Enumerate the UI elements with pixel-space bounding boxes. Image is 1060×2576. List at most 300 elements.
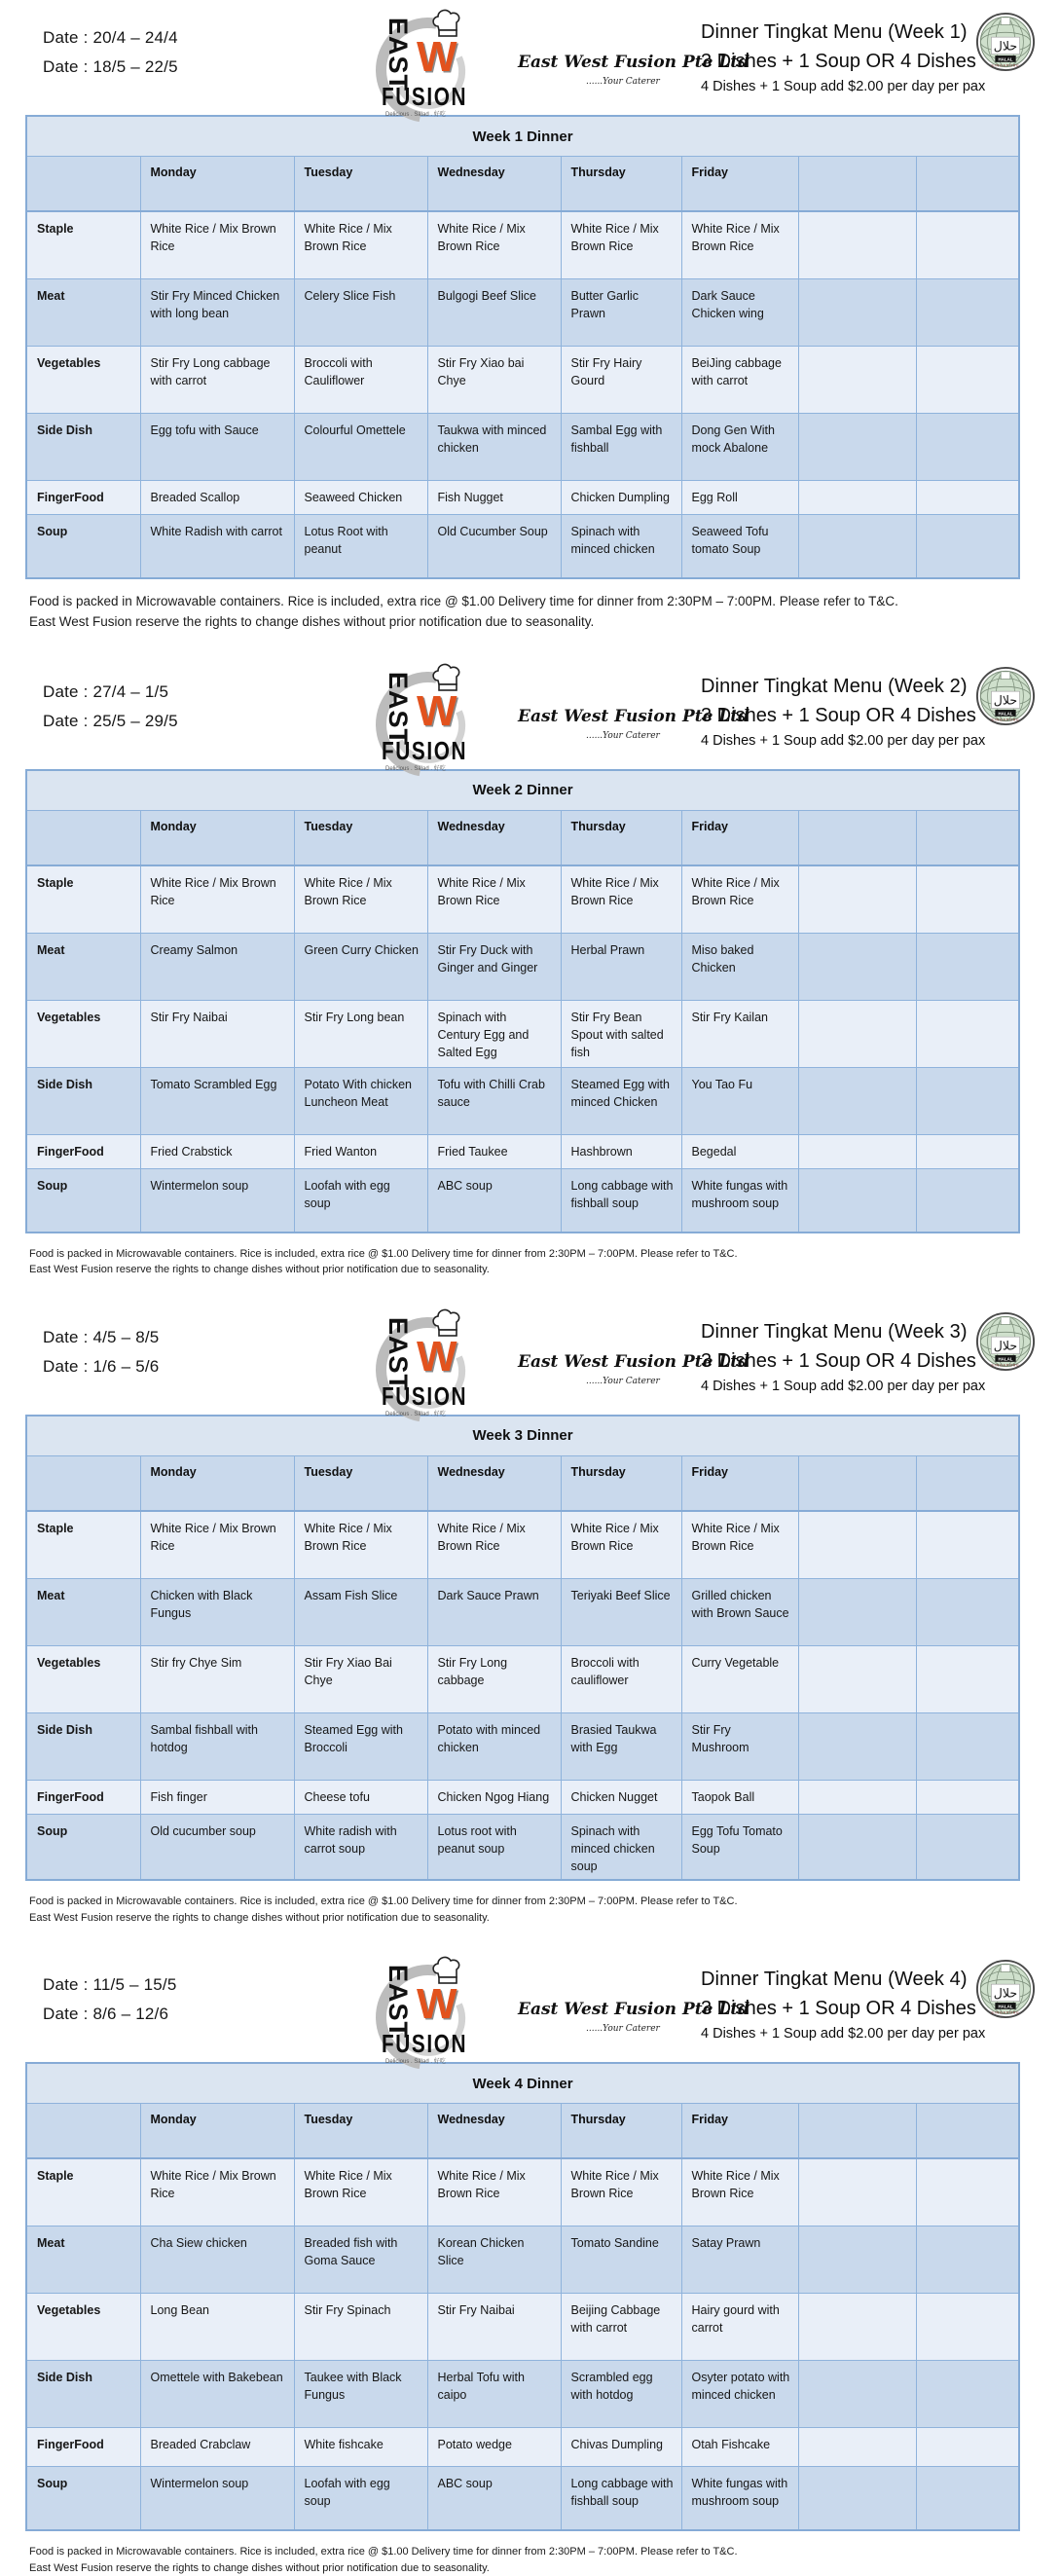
row-label-vegetables: Vegetables bbox=[26, 347, 140, 414]
menu-cell: Assam Fish Slice bbox=[294, 1578, 427, 1645]
date-line-2: Date : 1/6 – 5/6 bbox=[43, 1356, 160, 1376]
empty-cell bbox=[798, 1645, 916, 1712]
menu-cell: White Rice / Mix Brown Rice bbox=[294, 2158, 427, 2226]
company-name: East West Fusion Pte Ltd bbox=[518, 2000, 750, 2020]
company-name: East West Fusion Pte Ltd bbox=[518, 706, 750, 726]
menu-subtitle: 3 Dishes + 1 Soup OR 4 Dishes bbox=[701, 1998, 976, 2020]
menu-cell: White Rice / Mix Brown Rice bbox=[427, 1511, 561, 1579]
badge-singapore-text: SINGAPORE bbox=[991, 2010, 1020, 2015]
menu-cell: Cheese tofu bbox=[294, 1780, 427, 1814]
empty-corner-cell bbox=[26, 810, 140, 865]
menu-cell: Loofah with egg soup bbox=[294, 1168, 427, 1233]
row-label-soup: Soup bbox=[26, 1814, 140, 1880]
row-label-staple: Staple bbox=[26, 2158, 140, 2226]
menu-cell: Sambal Egg with fishball bbox=[561, 414, 681, 481]
menu-subtitle-2: 4 Dishes + 1 Soup add $2.00 per day per pax bbox=[701, 79, 986, 94]
empty-cell bbox=[916, 933, 1019, 1000]
menu-cell: Herbal Tofu with caipo bbox=[427, 2361, 561, 2428]
empty-cell bbox=[916, 211, 1019, 279]
empty-cell bbox=[798, 2428, 916, 2467]
menu-cell: Spinach with minced chicken bbox=[561, 515, 681, 579]
empty-cell bbox=[798, 2467, 916, 2531]
menu-cell: Stir Fry Long bean bbox=[294, 1000, 427, 1067]
empty-cell bbox=[798, 211, 916, 279]
row-label-fingerfood: FingerFood bbox=[26, 1780, 140, 1814]
row-label-meat: Meat bbox=[26, 933, 140, 1000]
empty-cell bbox=[798, 2361, 916, 2428]
day-header-wednesday: Wednesday bbox=[427, 2104, 561, 2159]
logo-w-text: W bbox=[417, 1980, 457, 2029]
menu-title-block bbox=[701, 21, 985, 94]
row-label-fingerfood: FingerFood bbox=[26, 481, 140, 515]
empty-header-cell bbox=[916, 2104, 1019, 2159]
day-header-friday: Friday bbox=[681, 810, 798, 865]
empty-cell bbox=[798, 1780, 916, 1814]
menu-cell: Teriyaki Beef Slice bbox=[561, 1578, 681, 1645]
row-label-vegetables: Vegetables bbox=[26, 1000, 140, 1067]
empty-cell bbox=[798, 2294, 916, 2361]
logo-east-text: EAST bbox=[384, 671, 413, 746]
empty-cell bbox=[916, 279, 1019, 347]
badge-arabic-text: حلال bbox=[993, 1339, 1018, 1353]
menu-cell: Lotus Root with peanut bbox=[294, 515, 427, 579]
menu-cell: Stir Fry Minced Chicken with long bean bbox=[140, 279, 294, 347]
menu-cell: Tofu with Chilli Crab sauce bbox=[427, 1067, 561, 1134]
row-label-side-dish: Side Dish bbox=[26, 2361, 140, 2428]
menu-cell: BeiJing cabbage with carrot bbox=[681, 347, 798, 414]
logo-tagline: Delicious . Salad . 好吃 bbox=[385, 2059, 446, 2066]
row-label-soup: Soup bbox=[26, 515, 140, 579]
badge-arabic-text: حلال bbox=[993, 693, 1018, 708]
menu-cell: Stir Fry Naibai bbox=[427, 2294, 561, 2361]
menu-cell: Osyter potato with minced chicken bbox=[681, 2361, 798, 2428]
menu-title-block bbox=[701, 1969, 985, 2042]
table-title: Week 2 Dinner bbox=[26, 770, 1019, 811]
menu-cell: Tomato Sandine bbox=[561, 2226, 681, 2294]
company-name: East West Fusion Pte Ltd bbox=[518, 1351, 750, 1372]
menu-cell: Fried Wanton bbox=[294, 1134, 427, 1168]
empty-cell bbox=[798, 2158, 916, 2226]
badge-singapore-text: SINGAPORE bbox=[991, 718, 1020, 722]
menu-cell: White radish with carrot soup bbox=[294, 1814, 427, 1880]
menu-cell: Egg Roll bbox=[681, 481, 798, 515]
menu-cell: Fried Taukee bbox=[427, 1134, 561, 1168]
menu-title-block bbox=[701, 1321, 985, 1394]
empty-corner-cell bbox=[26, 157, 140, 212]
empty-header-cell bbox=[916, 157, 1019, 212]
menu-cell: Stir Fry Long cabbage bbox=[427, 1645, 561, 1712]
menu-cell: White Rice / Mix Brown Rice bbox=[561, 2158, 681, 2226]
menu-cell: White Rice / Mix Brown Rice bbox=[561, 1511, 681, 1579]
menu-subtitle: 3 Dishes + 1 Soup OR 4 Dishes bbox=[701, 1349, 976, 1372]
row-label-staple: Staple bbox=[26, 1511, 140, 1579]
empty-cell bbox=[798, 1168, 916, 1233]
menu-cell: Cha Siew chicken bbox=[140, 2226, 294, 2294]
week-1-section bbox=[0, 0, 1060, 633]
menu-cell: Long cabbage with fishball soup bbox=[561, 2467, 681, 2531]
menu-cell: Satay Prawn bbox=[681, 2226, 798, 2294]
date-range-block bbox=[43, 1970, 177, 2029]
empty-cell bbox=[916, 2294, 1019, 2361]
menu-cell: White fungas with mushroom soup bbox=[681, 2467, 798, 2531]
table-title: Week 4 Dinner bbox=[26, 2063, 1019, 2104]
halal-singapore-badge bbox=[975, 666, 1036, 726]
table-title: Week 1 Dinner bbox=[26, 116, 1019, 157]
menu-cell: Wintermelon soup bbox=[140, 2467, 294, 2531]
logo-tagline: Delicious . Salad . 好吃 bbox=[385, 1411, 446, 1417]
halal-singapore-badge bbox=[975, 1959, 1036, 2019]
menu-cell: White Rice / Mix Brown Rice bbox=[561, 865, 681, 934]
date-range-block bbox=[43, 1323, 159, 1381]
menu-cell: Beijing Cabbage with carrot bbox=[561, 2294, 681, 2361]
menu-cell: Dark Sauce Chicken wing bbox=[681, 279, 798, 347]
halal-singapore-badge bbox=[975, 1311, 1036, 1372]
packing-note bbox=[29, 1246, 1060, 1278]
empty-cell bbox=[916, 1814, 1019, 1880]
company-slogan: ......Your Caterer bbox=[586, 2024, 660, 2035]
menu-cell: Bulgogi Beef Slice bbox=[427, 279, 561, 347]
row-label-meat: Meat bbox=[26, 2226, 140, 2294]
menu-subtitle-2: 4 Dishes + 1 Soup add $2.00 per day per pax bbox=[701, 1378, 986, 1394]
menu-cell: Tomato Scrambled Egg bbox=[140, 1067, 294, 1134]
menu-cell: White Radish with carrot bbox=[140, 515, 294, 579]
menu-cell: Omettele with Bakebean bbox=[140, 2361, 294, 2428]
empty-cell bbox=[916, 1712, 1019, 1780]
logo-w-text: W bbox=[417, 1332, 457, 1380]
logo-east-text: EAST bbox=[384, 18, 413, 92]
menu-cell: Hashbrown bbox=[561, 1134, 681, 1168]
logo-fusion-text: FUSION bbox=[382, 2029, 468, 2059]
empty-cell bbox=[916, 1511, 1019, 1579]
empty-cell bbox=[916, 2158, 1019, 2226]
week-2-header bbox=[0, 660, 1060, 772]
packing-note bbox=[29, 592, 1060, 633]
menu-cell: Breaded Scallop bbox=[140, 481, 294, 515]
date-line-1: Date : 11/5 – 15/5 bbox=[43, 1975, 177, 1995]
menu-cell: Egg tofu with Sauce bbox=[140, 414, 294, 481]
menu-cell: Long Bean bbox=[140, 2294, 294, 2361]
day-header-wednesday: Wednesday bbox=[427, 810, 561, 865]
empty-cell bbox=[798, 347, 916, 414]
badge-arabic-text: حلال bbox=[993, 39, 1018, 54]
menu-cell: White Rice / Mix Brown Rice bbox=[140, 865, 294, 934]
menu-cell: White Rice / Mix Brown Rice bbox=[427, 865, 561, 934]
menu-cell: Stir Fry Mushroom bbox=[681, 1712, 798, 1780]
menu-cell: Steamed Egg with minced Chicken bbox=[561, 1067, 681, 1134]
empty-header-cell bbox=[916, 1455, 1019, 1511]
empty-cell bbox=[798, 1712, 916, 1780]
menu-cell: Old cucumber soup bbox=[140, 1814, 294, 1880]
logo-east-text: EAST bbox=[384, 1965, 413, 2040]
row-label-vegetables: Vegetables bbox=[26, 2294, 140, 2361]
packing-note-line-2: East West Fusion reserve the rights to change dishes without prior notification due to seasonality. bbox=[29, 613, 595, 629]
empty-cell bbox=[916, 1578, 1019, 1645]
menu-cell: Chicken Dumpling bbox=[561, 481, 681, 515]
menu-cell: White Rice / Mix Brown Rice bbox=[294, 211, 427, 279]
menu-cell: Stir fry Chye Sim bbox=[140, 1645, 294, 1712]
menu-cell: Fish finger bbox=[140, 1780, 294, 1814]
logo-fusion-text: FUSION bbox=[382, 82, 468, 111]
menu-cell: Hairy gourd with carrot bbox=[681, 2294, 798, 2361]
company-slogan: ......Your Caterer bbox=[586, 730, 660, 741]
menu-cell: Loofah with egg soup bbox=[294, 2467, 427, 2531]
menu-cell: Green Curry Chicken bbox=[294, 933, 427, 1000]
menu-cell: Spinach with Century Egg and Salted Egg bbox=[427, 1000, 561, 1067]
menu-cell: White Rice / Mix Brown Rice bbox=[140, 211, 294, 279]
menu-cell: Otah Fishcake bbox=[681, 2428, 798, 2467]
row-label-side-dish: Side Dish bbox=[26, 414, 140, 481]
menu-cell: Herbal Prawn bbox=[561, 933, 681, 1000]
packing-note-line-1: Food is packed in Microwavable containers. Rice is included, extra rice @ $1.00 Delivery time for dinner from 2:30PM – 7:00PM. Please refer to T&C. bbox=[29, 594, 898, 608]
menu-cell: Stir Fry Hairy Gourd bbox=[561, 347, 681, 414]
day-header-thursday: Thursday bbox=[561, 157, 681, 212]
row-label-staple: Staple bbox=[26, 865, 140, 934]
empty-cell bbox=[798, 1134, 916, 1168]
menu-cell: Seaweed Chicken bbox=[294, 481, 427, 515]
row-label-side-dish: Side Dish bbox=[26, 1712, 140, 1780]
menu-cell: Taopok Ball bbox=[681, 1780, 798, 1814]
empty-cell bbox=[916, 2428, 1019, 2467]
date-line-1: Date : 4/5 – 8/5 bbox=[43, 1327, 160, 1346]
menu-cell: White Rice / Mix Brown Rice bbox=[427, 211, 561, 279]
row-label-fingerfood: FingerFood bbox=[26, 1134, 140, 1168]
day-header-thursday: Thursday bbox=[561, 2104, 681, 2159]
menu-cell: You Tao Fu bbox=[681, 1067, 798, 1134]
menu-cell: Fish Nugget bbox=[427, 481, 561, 515]
menu-subtitle: 3 Dishes + 1 Soup OR 4 Dishes bbox=[701, 51, 976, 72]
menu-cell: Chivas Dumpling bbox=[561, 2428, 681, 2467]
week-4-section bbox=[0, 1947, 1060, 2576]
empty-corner-cell bbox=[26, 1455, 140, 1511]
menu-cell: Butter Garlic Prawn bbox=[561, 279, 681, 347]
menu-cell: Taukee with Black Fungus bbox=[294, 2361, 427, 2428]
menu-cell: Stir Fry Bean Spout with salted fish bbox=[561, 1000, 681, 1067]
row-label-fingerfood: FingerFood bbox=[26, 2428, 140, 2467]
empty-cell bbox=[798, 481, 916, 515]
menu-cell: Potato with minced chicken bbox=[427, 1712, 561, 1780]
menu-cell: Breaded Crabclaw bbox=[140, 2428, 294, 2467]
day-header-thursday: Thursday bbox=[561, 810, 681, 865]
badge-singapore-text: SINGAPORE bbox=[991, 1363, 1020, 1368]
logo-fusion-text: FUSION bbox=[382, 735, 468, 765]
menu-cell: Stir Fry Xiao Bai Chye bbox=[294, 1645, 427, 1712]
menu-cell: White Rice / Mix Brown Rice bbox=[427, 2158, 561, 2226]
menu-cell: Steamed Egg with Broccoli bbox=[294, 1712, 427, 1780]
menu-cell: White Rice / Mix Brown Rice bbox=[681, 1511, 798, 1579]
week-1-header bbox=[0, 6, 1060, 118]
week-1-dinner-table bbox=[25, 115, 1020, 579]
packing-note-line-1: Food is packed in Microwavable containers. Rice is included, extra rice @ $1.00 Delivery time for dinner from 2:30PM – 7:00PM. Please refer to T&C. bbox=[29, 1247, 738, 1260]
empty-cell bbox=[916, 1067, 1019, 1134]
week-2-dinner-table bbox=[25, 769, 1020, 1233]
menu-subtitle: 3 Dishes + 1 Soup OR 4 Dishes bbox=[701, 704, 976, 726]
menu-cell: Stir Fry Spinach bbox=[294, 2294, 427, 2361]
empty-cell bbox=[798, 515, 916, 579]
menu-cell: Egg Tofu Tomato Soup bbox=[681, 1814, 798, 1880]
date-line-1: Date : 20/4 – 24/4 bbox=[43, 28, 178, 47]
row-label-soup: Soup bbox=[26, 1168, 140, 1233]
empty-cell bbox=[916, 347, 1019, 414]
row-label-vegetables: Vegetables bbox=[26, 1645, 140, 1712]
week-3-section bbox=[0, 1300, 1060, 1926]
logo-east-text: EAST bbox=[384, 1316, 413, 1391]
week-2-section bbox=[0, 654, 1060, 1278]
menu-cell: Dark Sauce Prawn bbox=[427, 1578, 561, 1645]
badge-singapore-text: SINGAPORE bbox=[991, 63, 1020, 68]
menu-cell: Stir Fry Xiao bai Chye bbox=[427, 347, 561, 414]
empty-cell bbox=[798, 1814, 916, 1880]
menu-cell: Colourful Omettele bbox=[294, 414, 427, 481]
packing-note bbox=[29, 2544, 1060, 2576]
company-slogan: ......Your Caterer bbox=[586, 1376, 660, 1386]
halal-singapore-badge bbox=[975, 12, 1036, 72]
packing-note bbox=[29, 1894, 1060, 1926]
menu-cell: Creamy Salmon bbox=[140, 933, 294, 1000]
day-header-thursday: Thursday bbox=[561, 1455, 681, 1511]
week-3-header bbox=[0, 1306, 1060, 1415]
day-header-monday: Monday bbox=[140, 810, 294, 865]
menu-cell: Chicken with Black Fungus bbox=[140, 1578, 294, 1645]
empty-cell bbox=[916, 1134, 1019, 1168]
menu-cell: Celery Slice Fish bbox=[294, 279, 427, 347]
menu-cell: ABC soup bbox=[427, 1168, 561, 1233]
menu-cell: White Rice / Mix Brown Rice bbox=[681, 211, 798, 279]
menu-cell: Potato wedge bbox=[427, 2428, 561, 2467]
day-header-tuesday: Tuesday bbox=[294, 810, 427, 865]
empty-cell bbox=[916, 481, 1019, 515]
menu-cell: Scrambled egg with hotdog bbox=[561, 2361, 681, 2428]
menu-cell: White Rice / Mix Brown Rice bbox=[294, 1511, 427, 1579]
day-header-monday: Monday bbox=[140, 1455, 294, 1511]
empty-cell bbox=[916, 414, 1019, 481]
logo-w-text: W bbox=[417, 33, 457, 81]
menu-cell: Chicken Ngog Hiang bbox=[427, 1780, 561, 1814]
empty-cell bbox=[798, 1000, 916, 1067]
row-label-side-dish: Side Dish bbox=[26, 1067, 140, 1134]
menu-cell: White Rice / Mix Brown Rice bbox=[681, 2158, 798, 2226]
row-label-staple: Staple bbox=[26, 211, 140, 279]
badge-halal-text: HALAL bbox=[998, 2004, 1013, 2009]
menu-cell: Spinach with minced chicken soup bbox=[561, 1814, 681, 1880]
packing-note-line-2: East West Fusion reserve the rights to change dishes without prior notification due to seasonality. bbox=[29, 1911, 490, 1924]
empty-cell bbox=[798, 1067, 916, 1134]
menu-cell: White fungas with mushroom soup bbox=[681, 1168, 798, 1233]
menu-cell: Seaweed Tofu tomato Soup bbox=[681, 515, 798, 579]
empty-cell bbox=[798, 865, 916, 934]
empty-cell bbox=[798, 933, 916, 1000]
empty-cell bbox=[798, 279, 916, 347]
menu-cell: Long cabbage with fishball soup bbox=[561, 1168, 681, 1233]
day-header-tuesday: Tuesday bbox=[294, 157, 427, 212]
empty-cell bbox=[916, 1168, 1019, 1233]
day-header-friday: Friday bbox=[681, 157, 798, 212]
empty-cell bbox=[916, 865, 1019, 934]
empty-cell bbox=[916, 1000, 1019, 1067]
empty-cell bbox=[916, 1780, 1019, 1814]
packing-note-line-1: Food is packed in Microwavable containers. Rice is included, extra rice @ $1.00 Delivery time for dinner from 2:30PM – 7:00PM. Please refer to T&C. bbox=[29, 2546, 738, 2558]
company-name: East West Fusion Pte Ltd bbox=[518, 53, 750, 72]
empty-cell bbox=[916, 2361, 1019, 2428]
empty-cell bbox=[916, 2467, 1019, 2531]
date-range-block bbox=[43, 23, 178, 82]
empty-cell bbox=[798, 1578, 916, 1645]
menu-cell: White Rice / Mix Brown Rice bbox=[681, 865, 798, 934]
date-range-block bbox=[43, 678, 178, 736]
menu-cell: Lotus root with peanut soup bbox=[427, 1814, 561, 1880]
badge-halal-text: HALAL bbox=[998, 1356, 1013, 1362]
menu-cell: Stir Fry Long cabbage with carrot bbox=[140, 347, 294, 414]
day-header-wednesday: Wednesday bbox=[427, 1455, 561, 1511]
badge-halal-text: HALAL bbox=[998, 711, 1013, 717]
empty-header-cell bbox=[916, 810, 1019, 865]
empty-corner-cell bbox=[26, 2104, 140, 2159]
menu-cell: Korean Chicken Slice bbox=[427, 2226, 561, 2294]
menu-cell: Grilled chicken with Brown Sauce bbox=[681, 1578, 798, 1645]
menu-cell: Broccoli with Cauliflower bbox=[294, 347, 427, 414]
logo-tagline: Delicious . Salad . 好吃 bbox=[385, 765, 446, 772]
menu-cell: Taukwa with minced chicken bbox=[427, 414, 561, 481]
menu-cell: Breaded fish with Goma Sauce bbox=[294, 2226, 427, 2294]
row-label-soup: Soup bbox=[26, 2467, 140, 2531]
logo-fusion-text: FUSION bbox=[382, 1380, 468, 1411]
menu-cell: Miso baked Chicken bbox=[681, 933, 798, 1000]
menu-cell: Chicken Nugget bbox=[561, 1780, 681, 1814]
menu-cell: Fried Crabstick bbox=[140, 1134, 294, 1168]
menu-title-block bbox=[701, 676, 985, 749]
date-line-2: Date : 18/5 – 22/5 bbox=[43, 56, 178, 76]
menu-subtitle-2: 4 Dishes + 1 Soup add $2.00 per day per pax bbox=[701, 732, 986, 749]
empty-cell bbox=[798, 1511, 916, 1579]
empty-cell bbox=[916, 2226, 1019, 2294]
menu-cell: Potato With chicken Luncheon Meat bbox=[294, 1067, 427, 1134]
day-header-monday: Monday bbox=[140, 2104, 294, 2159]
menu-cell: Stir Fry Naibai bbox=[140, 1000, 294, 1067]
empty-cell bbox=[798, 2226, 916, 2294]
menu-subtitle-2: 4 Dishes + 1 Soup add $2.00 per day per pax bbox=[701, 2026, 986, 2042]
date-line-1: Date : 27/4 – 1/5 bbox=[43, 681, 169, 701]
day-header-friday: Friday bbox=[681, 2104, 798, 2159]
table-title: Week 3 Dinner bbox=[26, 1416, 1019, 1456]
empty-cell bbox=[916, 515, 1019, 579]
empty-header-cell bbox=[798, 2104, 916, 2159]
menu-cell: Dong Gen With mock Abalone bbox=[681, 414, 798, 481]
menu-cell: Begedal bbox=[681, 1134, 798, 1168]
empty-header-cell bbox=[798, 810, 916, 865]
row-label-meat: Meat bbox=[26, 1578, 140, 1645]
menu-title: Dinner Tingkat Menu (Week 2) bbox=[701, 675, 968, 697]
date-line-2: Date : 25/5 – 29/5 bbox=[43, 711, 178, 730]
empty-cell bbox=[798, 414, 916, 481]
packing-note-line-1: Food is packed in Microwavable containers. Rice is included, extra rice @ $1.00 Delivery time for dinner from 2:30PM – 7:00PM. Please refer to T&C. bbox=[29, 1895, 738, 1908]
day-header-tuesday: Tuesday bbox=[294, 1455, 427, 1511]
menu-title: Dinner Tingkat Menu (Week 4) bbox=[701, 1969, 968, 1991]
empty-header-cell bbox=[798, 1455, 916, 1511]
menu-cell: Stir Fry Kailan bbox=[681, 1000, 798, 1067]
menu-cell: Sambal fishball with hotdog bbox=[140, 1712, 294, 1780]
menu-cell: Curry Vegetable bbox=[681, 1645, 798, 1712]
day-header-wednesday: Wednesday bbox=[427, 157, 561, 212]
logo-tagline: Delicious . Salad . 好吃 bbox=[385, 112, 446, 118]
menu-title: Dinner Tingkat Menu (Week 1) bbox=[701, 21, 968, 43]
menu-cell: White fishcake bbox=[294, 2428, 427, 2467]
menu-cell: White Rice / Mix Brown Rice bbox=[561, 211, 681, 279]
logo-w-text: W bbox=[417, 686, 457, 735]
company-slogan: ......Your Caterer bbox=[586, 77, 660, 87]
day-header-monday: Monday bbox=[140, 157, 294, 212]
week-4-header bbox=[0, 1953, 1060, 2066]
packing-note-line-2: East West Fusion reserve the rights to change dishes without prior notification due to seasonality. bbox=[29, 2561, 490, 2574]
menu-cell: White Rice / Mix Brown Rice bbox=[140, 2158, 294, 2226]
